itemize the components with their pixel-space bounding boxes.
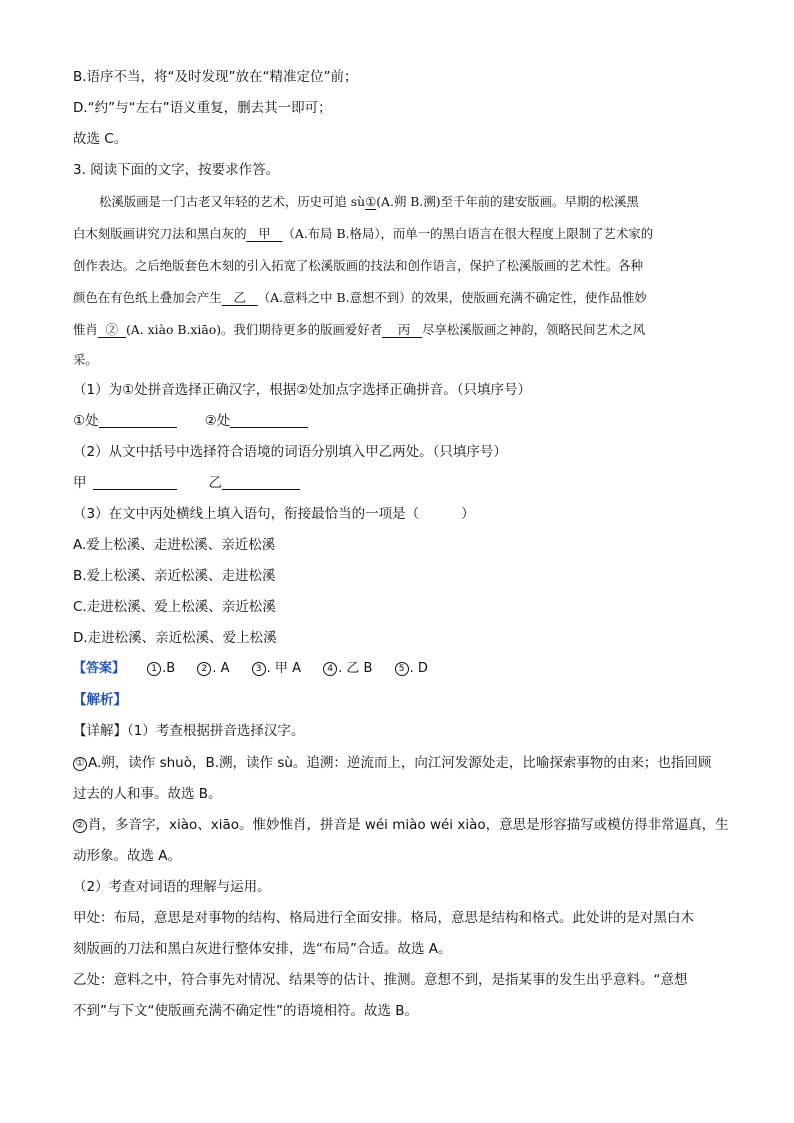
option-a: A.爱上松溪、走进松溪、亲近松溪 bbox=[73, 537, 276, 553]
text-line: 故选 C。 bbox=[73, 131, 128, 147]
answer-blanks-1: ①处 ②处 bbox=[73, 411, 308, 431]
detail-line: 【详解】（1）考查根据拼音选择汉字。 bbox=[73, 723, 305, 739]
option-c: C.走进松溪、爱上松溪、亲近松溪 bbox=[73, 599, 276, 615]
text-line: B.语序不当，将“及时发现”放在“精准定位”前； bbox=[73, 69, 358, 85]
passage-line: 惟肖 ② (A. xiào B.xiāo)。我们期待更多的版画爱好者 丙 尽享松溪版画之神韵，领略民间艺术之风 bbox=[73, 322, 646, 337]
blank-mark: ② bbox=[105, 322, 119, 337]
answer-blanks-2: 甲 乙 bbox=[73, 473, 300, 493]
explanation-line: 不到”与下文“使版画充满不确定性”的语境相符。故选 B。 bbox=[73, 1003, 419, 1019]
blank-mark: 丙 bbox=[397, 322, 411, 337]
passage-line: 颜色在有色纸上叠加会产生 乙 （A.意料之中 B.意想不到）的效果，使版画充满不确定性，使作品惟妙 bbox=[73, 290, 647, 305]
passage-line: 采。 bbox=[73, 352, 98, 367]
answer-line: 【答案】 1 .B 2 . A 3 . 甲 A 4 . 乙 B 5 . D bbox=[73, 661, 428, 676]
blank-mark: 乙 bbox=[233, 290, 246, 305]
explanation-line: 甲处：布局，意思是对事物的结构、格局进行全面安排。格局，意思是结构和格式。此处讲的是对黑白木 bbox=[73, 910, 694, 926]
question-title: 3. 阅读下面的文字，按要求作答。 bbox=[73, 162, 280, 178]
sub-question-2: （2）从文中括号中选择符合语境的词语分别填入甲乙两处。（只填序号） bbox=[73, 444, 507, 460]
sub-question-1: （1）为①处拼音选择正确汉字，根据②处加点字选择正确拼音。（只填序号） bbox=[73, 382, 532, 398]
passage-line: 白木刻版画讲究刀法和黑白灰的 甲 （A.布局 B.格局），而单一的黑白语言在很大程度上限制了艺术家的 bbox=[73, 226, 654, 241]
explanation-line: 动形象。故选 A。 bbox=[73, 848, 182, 864]
option-d: D.走进松溪、亲近松溪、爱上松溪 bbox=[73, 630, 277, 646]
explanation-line: （2）考查对词语的理解与运用。 bbox=[73, 879, 271, 895]
explanation-line: 乙处：意料之中，符合事先对情况、结果等的估计、推测。意想不到，是指某事的发生出乎意料。“意想 bbox=[73, 972, 688, 988]
sub-question-3: （3）在文中丙处横线上填入语句，衔接最恰当的一项是（ ） bbox=[73, 506, 475, 522]
explanation-line: ② 肖，多音字，xiào、xiāo。惟妙惟肖，拼音是 wéi miào wéi xiào，意思是形容描写或模仿得非常逼真，生 bbox=[73, 815, 729, 835]
option-b: B.爱上松溪、亲近松溪、走进松溪 bbox=[73, 568, 276, 584]
blank-mark: 甲 bbox=[258, 226, 271, 241]
explanation-line: 过去的人和事。故选 B。 bbox=[73, 786, 222, 802]
passage-line: 松溪版画是一门古老又年轻的艺术，历史可追 sù①(A.朔 B.溯)至千年前的建安版画。早期的松溪黑 bbox=[99, 194, 639, 209]
text-line: D.“约”与“左右”语义重复，删去其一即可； bbox=[73, 100, 332, 116]
passage-line: 创作表达。之后绝版套色木刻的引入拓宽了松溪版画的技法和创作语言，保护了松溪版画的艺术性。各种 bbox=[73, 258, 643, 273]
explanation-line: ① A.朔，读作 shuò，B.溯，读作 sù。追溯：逆流而上，向江河发源处走，比喻探索事物的由来；也指回顾 bbox=[73, 753, 711, 773]
analysis-label: 【解析】 bbox=[73, 692, 127, 708]
blank-mark: ① bbox=[365, 194, 377, 209]
explanation-line: 刻版画的刀法和黑白灰进行整体安排，选“布局”合适。故选 A。 bbox=[73, 941, 452, 957]
answer-label: 【答案】 bbox=[73, 661, 126, 676]
